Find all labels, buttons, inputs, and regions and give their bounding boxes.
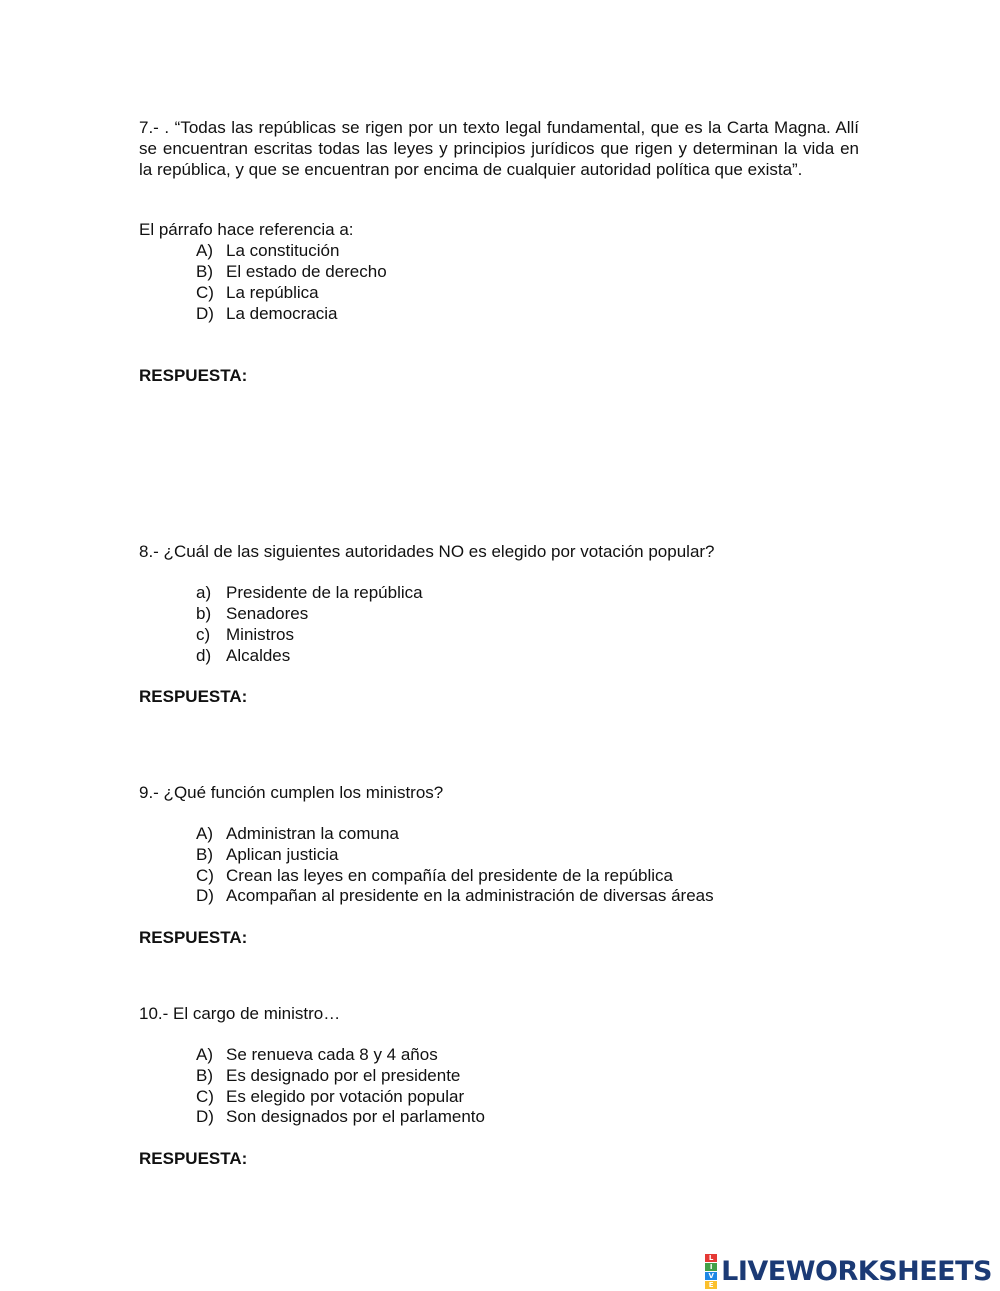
option-text: Se renueva cada 8 y 4 años xyxy=(226,1045,438,1064)
option-key: C) xyxy=(196,283,214,302)
option-text: Aplican justicia xyxy=(226,845,339,864)
option-key: B) xyxy=(196,1066,213,1085)
logo-mark-icon xyxy=(705,1254,717,1289)
option-8-d xyxy=(196,645,290,666)
answer-label-10: RESPUESTA: xyxy=(139,1149,248,1168)
option-7-b xyxy=(196,261,387,282)
answer-label-7: RESPUESTA: xyxy=(139,366,248,385)
option-text: Es elegido por votación popular xyxy=(226,1087,465,1106)
option-9-c xyxy=(196,865,673,886)
option-key: D) xyxy=(196,1107,214,1126)
option-7-a xyxy=(196,240,339,261)
option-key: A) xyxy=(196,241,213,260)
option-key: d) xyxy=(196,646,212,665)
option-key: B) xyxy=(196,845,213,864)
option-9-a xyxy=(196,823,399,844)
option-10-d xyxy=(196,1106,485,1127)
liveworksheets-logo[interactable] xyxy=(705,1254,992,1288)
option-text: Acompañan al presidente en la administración de diversas áreas xyxy=(226,886,714,905)
option-key: B) xyxy=(196,262,213,281)
option-text: La democracia xyxy=(226,304,338,323)
option-text: La república xyxy=(226,283,319,302)
question-9-stem: 9.- ¿Qué función cumplen los ministros? xyxy=(139,783,444,802)
option-key: D) xyxy=(196,886,214,905)
option-text: Son designados por el parlamento xyxy=(226,1107,485,1126)
option-key: a) xyxy=(196,583,212,602)
option-text: Es designado por el presidente xyxy=(226,1066,461,1085)
option-text: El estado de derecho xyxy=(226,262,387,281)
option-text: Presidente de la república xyxy=(226,583,423,602)
logo-mark-letter: E xyxy=(705,1281,717,1289)
option-text: La constitución xyxy=(226,241,340,260)
question-7-stem: 7.- . “Todas las repúblicas se rigen por un texto legal fundamental, que es la Carta Magna. Allí se encuentran escritas todas las leyes y principios jurídicos que rigen y determinan la vida en la república, y que se encuentran por encima de cualquier autoridad política que exista”. xyxy=(139,118,859,179)
logo-mark-letter: L xyxy=(705,1254,717,1262)
option-9-b xyxy=(196,844,338,865)
option-8-c xyxy=(196,624,294,645)
option-8-a xyxy=(196,582,423,603)
option-key: c) xyxy=(196,625,211,644)
option-key: C) xyxy=(196,1087,214,1106)
option-10-a xyxy=(196,1044,438,1065)
option-text: Senadores xyxy=(226,604,309,623)
answer-label-9: RESPUESTA: xyxy=(139,928,248,947)
answer-label-8: RESPUESTA: xyxy=(139,687,248,706)
option-10-b xyxy=(196,1065,460,1086)
option-key: D) xyxy=(196,304,214,323)
option-key: C) xyxy=(196,866,214,885)
option-text: Alcaldes xyxy=(226,646,291,665)
question-8-stem: 8.- ¿Cuál de las siguientes autoridades NO es elegido por votación popular? xyxy=(139,542,715,561)
option-text: Administran la comuna xyxy=(226,824,399,843)
option-key: A) xyxy=(196,1045,213,1064)
option-text: Crean las leyes en compañía del presidente de la república xyxy=(226,866,673,885)
option-9-d xyxy=(196,885,714,906)
question-7-prompt: El párrafo hace referencia a: xyxy=(139,220,354,239)
option-7-d xyxy=(196,303,338,324)
option-10-c xyxy=(196,1086,464,1107)
option-8-b xyxy=(196,603,308,624)
logo-mark-letter: V xyxy=(705,1272,717,1280)
question-10-stem: 10.- El cargo de ministro… xyxy=(139,1004,341,1023)
option-key: A) xyxy=(196,824,213,843)
logo-mark-letter: I xyxy=(705,1263,717,1271)
logo-text: LIVEWORKSHEETS xyxy=(721,1255,992,1287)
option-key: b) xyxy=(196,604,212,623)
option-7-c xyxy=(196,282,319,303)
option-text: Ministros xyxy=(226,625,295,644)
